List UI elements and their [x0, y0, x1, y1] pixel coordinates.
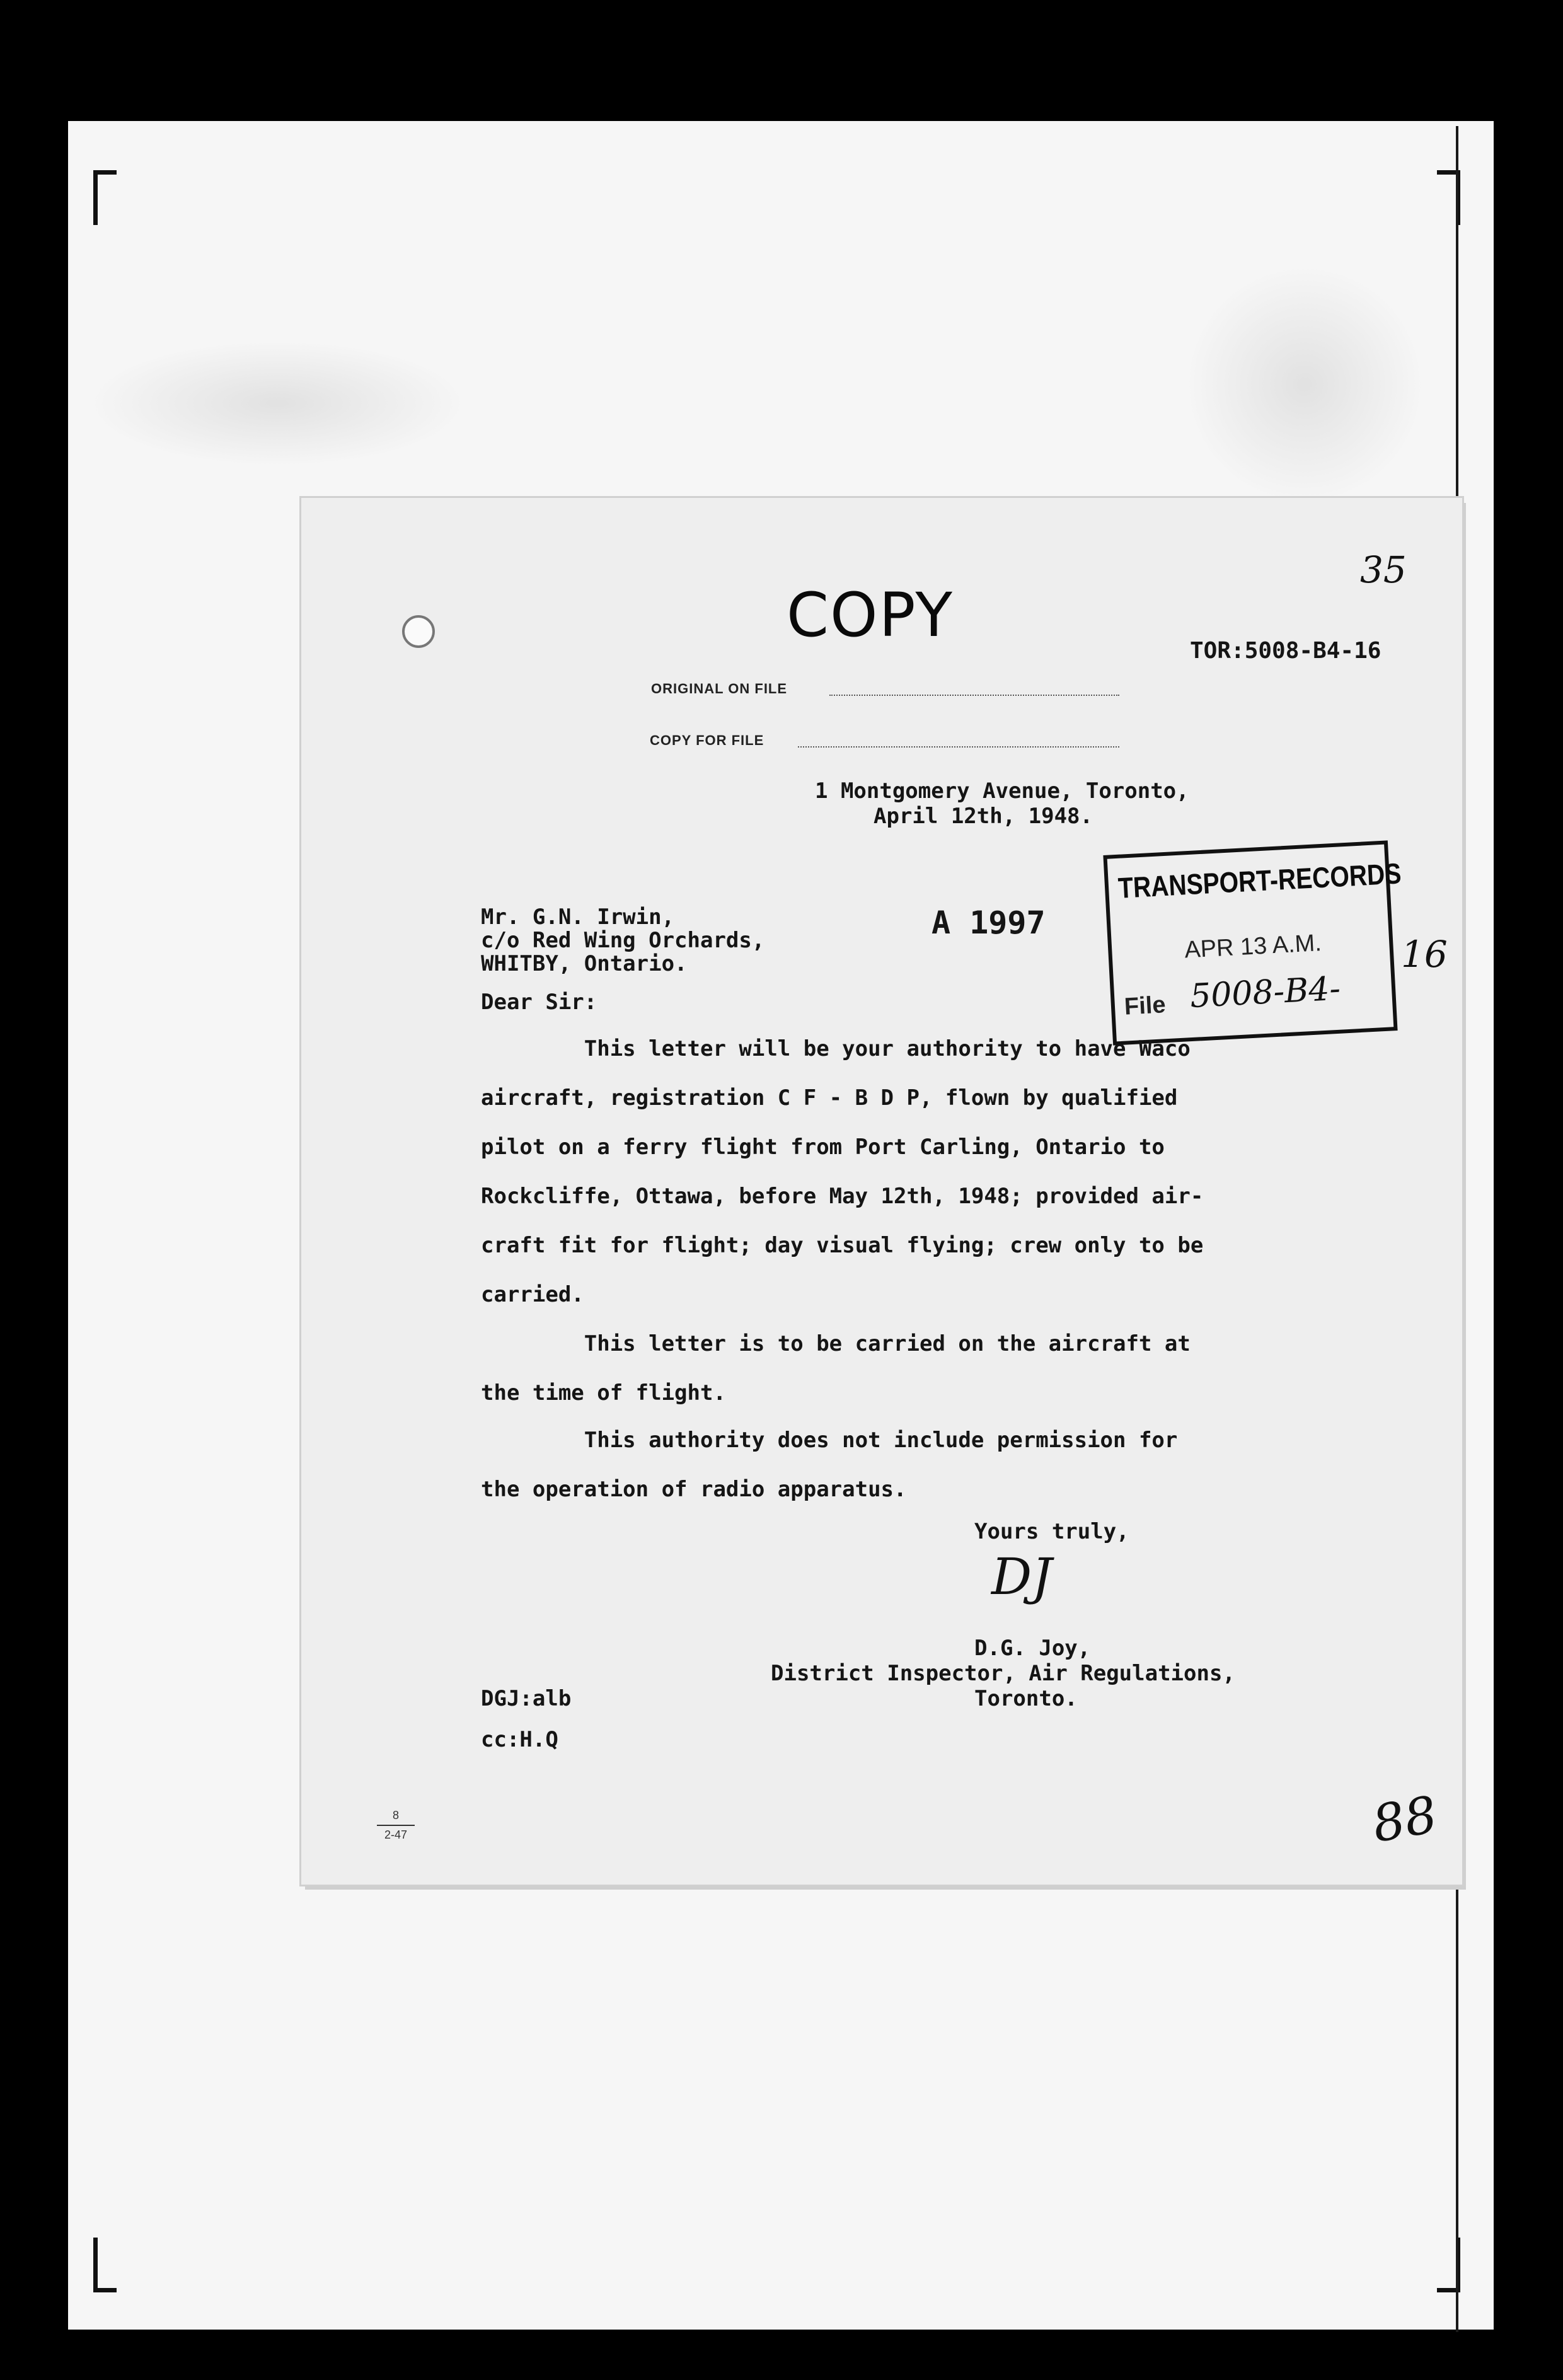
letter-page	[301, 498, 1462, 1885]
crop-mark-top-left	[93, 170, 117, 225]
signature: DJ	[991, 1547, 1053, 1606]
signatory-title: District Inspector, Air Regulations,	[771, 1661, 1235, 1686]
body-line: the time of flight.	[481, 1380, 726, 1406]
smudge	[88, 340, 466, 466]
salutation: Dear Sir:	[481, 990, 597, 1015]
copy-for-file-label: COPY FOR FILE	[650, 732, 764, 748]
closing: Yours truly,	[974, 1519, 1129, 1544]
typist-reference: DGJ:alb	[481, 1686, 572, 1711]
smudge	[1185, 265, 1424, 504]
form-number	[377, 1809, 415, 1842]
recipient-line2: c/o Red Wing Orchards,	[481, 928, 765, 953]
crop-mark-bottom-left	[93, 2238, 117, 2292]
cc-line: cc:H.Q	[481, 1727, 558, 1752]
page-number-handwritten: 35	[1360, 548, 1407, 591]
stamp-file-label: File	[1123, 991, 1167, 1020]
body-line: pilot on a ferry flight from Port Carling, Ontario to	[481, 1135, 1165, 1160]
original-on-file-label: ORIGINAL ON FILE	[651, 681, 788, 696]
copy-for-file-line	[798, 746, 1119, 748]
form-number-bottom: 2-47	[384, 1828, 408, 1841]
body-line: Rockcliffe, Ottawa, before May 12th, 1948; provided air-	[481, 1184, 1204, 1209]
original-on-file-line	[829, 695, 1119, 696]
body-line: This letter will be your authority to have Waco	[481, 1036, 1191, 1061]
copy-heading: COPY	[787, 580, 954, 650]
recipient-line3: WHITBY, Ontario.	[481, 951, 688, 976]
stamp-extra-handwritten: 16	[1401, 933, 1448, 976]
stamp-file-handwritten: 5008-B4-	[1189, 969, 1342, 1016]
body-line: aircraft, registration C F - B D P, flown by qualified	[481, 1085, 1178, 1111]
form-number-top: 8	[392, 1809, 399, 1822]
body-line: craft fit for flight; day visual flying; crew only to be	[481, 1233, 1204, 1258]
transport-records-stamp	[1103, 840, 1402, 1045]
reference-number: A 1997	[931, 904, 1046, 941]
body-line: carried.	[481, 1282, 584, 1307]
bottom-handwritten-initials: 88	[1368, 1784, 1442, 1854]
body-line: This letter is to be carried on the aircraft at	[481, 1331, 1191, 1356]
body-line: the operation of radio apparatus.	[481, 1477, 907, 1502]
signatory-city: Toronto.	[974, 1686, 1078, 1711]
stamp-title: TRANSPORT-RECORDS	[1117, 857, 1402, 904]
recipient-line1: Mr. G.N. Irwin,	[481, 904, 675, 930]
sender-address-line1: 1 Montgomery Avenue, Toronto,	[815, 778, 1189, 804]
stamp-date: APR 13 A.M.	[1184, 930, 1322, 964]
file-reference: TOR:5008-B4-16	[1190, 638, 1381, 664]
signatory-name: D.G. Joy,	[974, 1636, 1091, 1661]
body-line: This authority does not include permission for	[481, 1428, 1178, 1453]
sender-address-date: April 12th, 1948.	[874, 804, 1093, 829]
punch-hole	[402, 615, 435, 648]
